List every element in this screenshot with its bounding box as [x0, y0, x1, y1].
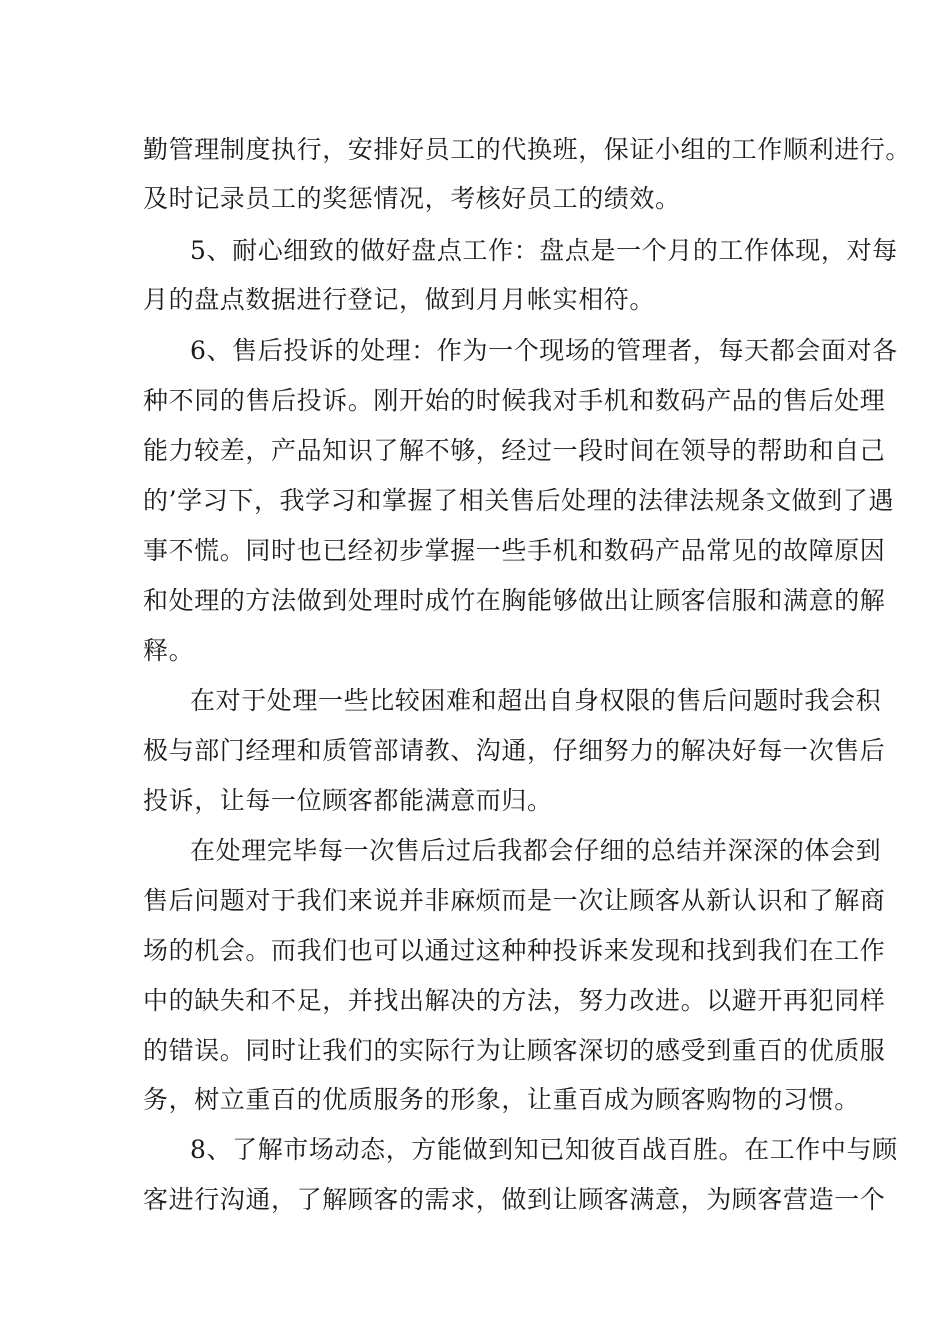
text-line: 及时记录员工的奖惩情况，考核好员工的绩效。: [143, 184, 681, 213]
text-line: 8、了解市场动态，方能做到知已知彼百战百胜。在工作中与顾: [190, 1135, 898, 1164]
text-line: 5、耐心细致的做好盘点工作：盘点是一个月的工作体现，对每: [190, 236, 898, 265]
text-line: 能力较差，产品知识了解不够，经过一段时间在领导的帮助和自己: [143, 436, 886, 465]
text-line: 在对于处理一些比较困难和超出自身权限的售后问题时我会积: [190, 686, 882, 715]
text-line: 售后问题对于我们来说并非麻烦而是一次让顾客从新认识和了解商: [143, 886, 886, 915]
text-line: 勤管理制度执行，安排好员工的代换班，保证小组的工作顺利进行。: [143, 135, 912, 164]
text-line: 6、售后投诉的处理：作为一个现场的管理者，每天都会面对各: [190, 336, 898, 365]
text-line: 投诉，让每一位顾客都能满意而归。: [143, 786, 553, 815]
text-line: 客进行沟通，了解顾客的需求，做到让顾客满意，为顾客营造一个: [143, 1185, 886, 1214]
text-line: 和处理的方法做到处理时成竹在胸能够做出让顾客信服和满意的解: [143, 586, 886, 615]
text-line: 务，树立重百的优质服务的形象，让重百成为顾客购物的习惯。: [143, 1085, 860, 1114]
text-line: 的错误。同时让我们的实际行为让顾客深切的感受到重百的优质服: [143, 1036, 886, 1065]
text-line: 释。: [143, 636, 195, 665]
text-line: 极与部门经理和质管部请教、沟通，仔细努力的解决好每一次售后: [143, 736, 886, 765]
text-line: 在处理完毕每一次售后过后我都会仔细的总结并深深的体会到: [190, 836, 882, 865]
text-line: 事不慌。同时也已经初步掌握一些手机和数码产品常见的故障原因: [143, 536, 886, 565]
text-line: 中的缺失和不足，并找出解决的方法，努力改进。以避开再犯同样: [143, 986, 886, 1015]
text-line: 月的盘点数据进行登记，做到月月帐实相符。: [143, 285, 656, 314]
text-line: 场的机会。而我们也可以通过这种种投诉来发现和找到我们在工作: [143, 936, 886, 965]
text-line: 种不同的售后投诉。刚开始的时候我对手机和数码产品的售后处理: [143, 386, 886, 415]
text-line: 的’学习下，我学习和掌握了相关售后处理的法律法规条文做到了遇: [143, 486, 894, 515]
